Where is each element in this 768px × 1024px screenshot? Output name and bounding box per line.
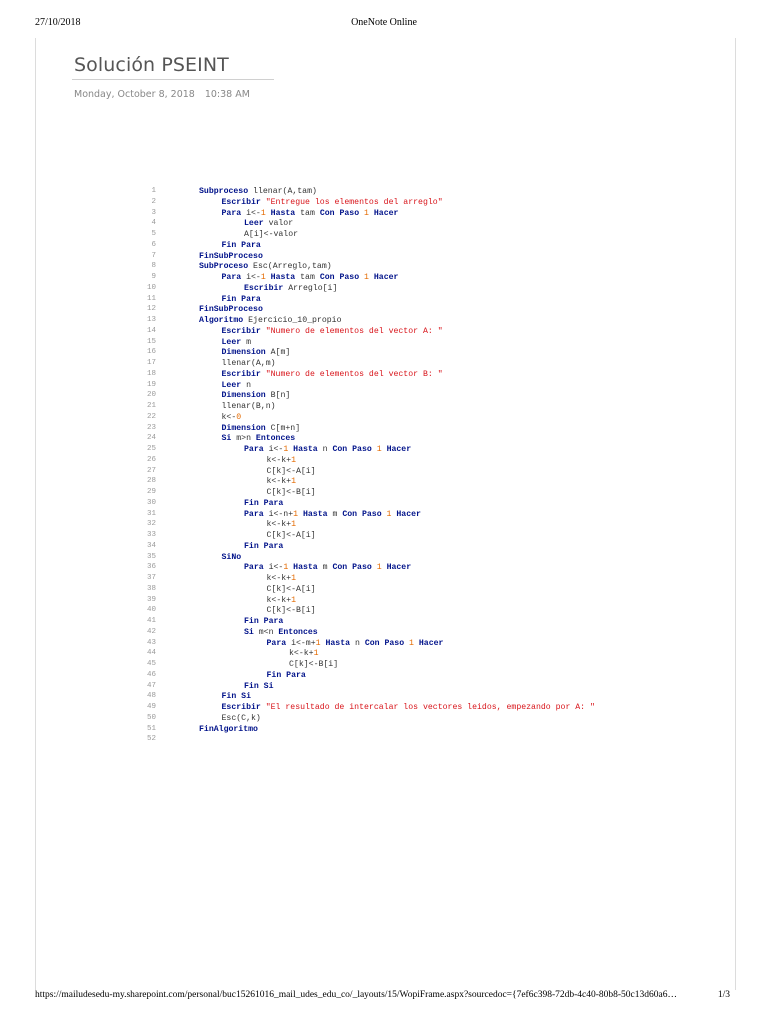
code-text	[222, 703, 595, 712]
code-token: Escribir	[221, 326, 261, 336]
code-token: Dimension	[221, 391, 266, 401]
code-token: SubProceso	[199, 262, 249, 272]
code-text	[267, 606, 316, 615]
code-line	[0, 219, 768, 230]
line-number: 5	[151, 230, 156, 238]
code-line	[0, 671, 768, 682]
code-token: valor	[263, 219, 294, 229]
code-line	[0, 692, 768, 703]
code-token: 1	[283, 563, 289, 573]
print-header	[0, 17, 768, 31]
code-line	[0, 520, 768, 531]
code-line	[0, 241, 768, 252]
code-token: Para	[221, 208, 242, 218]
code-token: Entonces	[255, 434, 296, 444]
code-token: Dimension	[221, 348, 266, 358]
code-token: Para	[221, 273, 242, 282]
code-token: 1	[260, 273, 266, 282]
code-token: i<-	[241, 273, 261, 282]
code-text	[222, 241, 261, 250]
note-timestamp	[74, 89, 250, 100]
code-token: Escribir	[221, 703, 261, 712]
code-token: i<-m+	[286, 638, 316, 648]
code-token: 1	[364, 273, 369, 282]
line-number: 47	[146, 681, 156, 690]
code-line	[0, 198, 768, 209]
code-token: m	[327, 509, 343, 519]
code-line	[0, 585, 768, 596]
code-text	[222, 295, 261, 304]
line-number: 7	[151, 251, 156, 260]
line-number: 13	[146, 316, 156, 324]
line-number: 21	[146, 402, 156, 410]
code-line	[0, 542, 768, 553]
code-token: m	[317, 563, 333, 573]
code-line	[0, 499, 768, 510]
code-token: 1	[409, 638, 414, 648]
code-token: Para	[244, 563, 264, 573]
code-token: k<-k+	[266, 574, 292, 583]
line-number: 26	[146, 455, 156, 464]
code-line	[0, 467, 768, 478]
code-text	[244, 628, 318, 637]
code-line	[0, 316, 768, 327]
code-token: Arreglo[i]	[283, 283, 338, 293]
code-token: i<-	[241, 208, 261, 218]
code-text	[244, 617, 283, 626]
line-number: 45	[146, 660, 156, 668]
code-token: Si	[244, 627, 254, 637]
code-line	[0, 725, 768, 736]
code-text	[222, 381, 251, 390]
code-token: Fin Para	[221, 294, 261, 304]
code-text	[244, 682, 273, 691]
code-text	[222, 434, 296, 443]
code-line	[0, 284, 768, 295]
code-token: n	[350, 638, 365, 648]
code-token: Algoritmo	[199, 316, 244, 325]
code-token: 1	[313, 649, 319, 659]
code-line	[0, 338, 768, 349]
code-text	[222, 359, 276, 368]
line-number: 8	[151, 262, 156, 271]
line-number: 32	[146, 520, 156, 529]
line-number: 10	[146, 283, 156, 292]
code-token: i<-	[263, 563, 284, 573]
code-line	[0, 391, 768, 402]
code-token: C[m+n]	[265, 423, 301, 433]
code-token: 1	[376, 563, 382, 573]
code-token: Para	[266, 638, 287, 648]
code-line	[0, 628, 768, 639]
code-text	[244, 284, 337, 293]
code-line	[0, 660, 768, 671]
line-number: 4	[151, 219, 156, 228]
code-text	[267, 456, 297, 465]
code-text	[289, 660, 338, 669]
code-line	[0, 596, 768, 607]
line-number: 11	[146, 294, 156, 303]
code-text	[267, 585, 316, 594]
code-token: llenar(A,tam)	[248, 187, 317, 196]
code-line	[0, 510, 768, 521]
code-text	[199, 725, 258, 734]
code-token: i<-	[263, 445, 284, 454]
code-text	[222, 402, 276, 411]
code-line	[0, 209, 768, 220]
code-token: m<n	[253, 627, 279, 637]
note-date: Monday, October 8, 2018	[74, 89, 195, 100]
code-token: Fin Si	[221, 692, 251, 702]
code-text	[222, 198, 443, 207]
code-line	[0, 252, 768, 263]
code-line	[0, 488, 768, 499]
code-text	[199, 252, 263, 261]
code-token: 1	[291, 595, 296, 605]
code-token: n	[317, 445, 333, 454]
code-token: m	[241, 337, 251, 347]
code-token: FinSubProceso	[199, 251, 263, 261]
code-line	[0, 574, 768, 585]
line-number: 12	[146, 305, 156, 314]
code-text	[267, 596, 297, 605]
code-line	[0, 445, 768, 456]
code-token: n	[241, 380, 251, 390]
print-title: OneNote Online	[351, 17, 417, 28]
code-token: 1	[291, 574, 296, 583]
code-text	[267, 671, 306, 680]
line-number: 46	[146, 670, 156, 679]
code-token: "Numero de elementos del vector A: "	[265, 326, 443, 336]
code-line	[0, 477, 768, 488]
code-token: Fin Para	[244, 498, 284, 508]
code-token: Hacer	[386, 445, 412, 454]
code-text	[222, 391, 291, 400]
line-number: 2	[151, 197, 156, 206]
code-token: Ejercicio_10_propio	[243, 316, 342, 325]
note-time: 10:38 AM	[204, 89, 250, 100]
code-token: C[k]<-B[i]	[289, 660, 339, 669]
code-token: Escribir	[244, 283, 284, 293]
code-line	[0, 714, 768, 725]
code-token: B[n]	[265, 391, 291, 401]
code-line	[0, 305, 768, 316]
code-token: 1	[376, 445, 382, 454]
code-token: 1	[283, 445, 289, 454]
code-token: Hacer	[396, 509, 421, 519]
code-token: llenar(A,m)	[221, 359, 276, 368]
code-token: Fin Para	[266, 670, 306, 680]
code-token: C[k]<-B[i]	[266, 488, 316, 497]
code-token: Con Paso	[319, 208, 360, 218]
code-line	[0, 295, 768, 306]
line-number: 49	[146, 703, 156, 711]
line-number: 20	[146, 391, 156, 400]
code-token: Fin Si	[244, 681, 274, 691]
code-token: Esc(C,k)	[221, 713, 261, 723]
code-line	[0, 359, 768, 370]
line-number: 39	[146, 595, 156, 604]
code-text	[267, 531, 316, 540]
code-text	[244, 230, 298, 239]
code-token: k<-k+	[266, 477, 292, 487]
line-number: 36	[146, 563, 156, 572]
code-line	[0, 639, 768, 650]
code-token: 1	[293, 509, 299, 519]
line-number: 9	[151, 273, 156, 281]
code-token: k<-k+	[289, 649, 314, 659]
line-number: 40	[146, 606, 156, 615]
footer-page-number: 1/3	[717, 990, 730, 1000]
code-token: Hacer	[373, 273, 399, 282]
line-number: 19	[146, 380, 156, 389]
line-number: 16	[146, 348, 156, 357]
code-token: tam	[295, 208, 320, 218]
code-token: Hasta	[270, 208, 296, 218]
code-token: Subproceso	[199, 187, 249, 196]
code-line	[0, 735, 768, 746]
code-line	[0, 327, 768, 338]
line-number: 31	[146, 509, 156, 518]
code-token: 1	[386, 509, 392, 519]
code-line	[0, 348, 768, 359]
code-token: Para	[244, 445, 264, 454]
code-token: A[i]<-valor	[244, 230, 299, 239]
code-token: Con Paso	[319, 273, 360, 282]
code-token: 1	[291, 520, 296, 530]
code-text	[222, 370, 443, 379]
code-token: A[m]	[265, 348, 291, 358]
line-number: 37	[146, 574, 156, 582]
code-text	[222, 273, 399, 282]
code-token: FinAlgoritmo	[199, 724, 258, 734]
line-number: 51	[146, 724, 156, 733]
line-number: 1	[151, 187, 156, 195]
code-line	[0, 617, 768, 628]
code-token: "El resultado de intercalar los vectores leidos, empezando por A: "	[265, 703, 595, 712]
line-number: 44	[146, 649, 156, 658]
code-token: Hacer	[386, 563, 412, 573]
line-number: 6	[151, 240, 156, 249]
code-token: Esc(Arreglo,tam)	[248, 262, 332, 272]
code-text	[267, 639, 444, 648]
line-number: 33	[146, 531, 156, 539]
code-token: Leer	[221, 380, 242, 390]
code-token: Dimension	[221, 423, 266, 433]
print-footer	[0, 990, 768, 1004]
code-text	[267, 520, 297, 529]
code-token: Fin Para	[244, 541, 284, 551]
code-token: C[k]<-A[i]	[266, 584, 316, 594]
line-number: 52	[146, 735, 156, 744]
code-token: k<-k+	[266, 455, 292, 465]
footer-url: https://mailudesedu-my.sharepoint.com/personal/buc15261016_mail_udes_edu_co/_layouts/15/WopiFrame.aspx?sourcedoc={7ef6c398-72db-4c40-80b8-50c13d60a6…	[35, 990, 677, 1000]
code-text	[244, 219, 293, 228]
code-token: SiNo	[221, 552, 242, 562]
code-token: m>n	[231, 434, 256, 444]
line-number: 43	[146, 638, 156, 647]
code-token: "Numero de elementos del vector B: "	[265, 369, 443, 379]
page-title: Solución PSEINT	[74, 54, 229, 76]
line-number: 3	[151, 208, 156, 217]
code-token: Leer	[244, 219, 264, 229]
line-number: 22	[146, 412, 156, 421]
line-number: 28	[146, 477, 156, 486]
print-date: 27/10/2018	[35, 17, 81, 28]
code-text	[222, 424, 301, 433]
code-token: "Entregue los elementos del arreglo"	[265, 197, 443, 207]
code-token: 0	[236, 412, 242, 422]
code-token: Con Paso	[364, 638, 405, 648]
code-text	[244, 445, 411, 454]
code-text	[222, 327, 443, 336]
line-number: 41	[146, 617, 156, 625]
code-token: C[k]<-B[i]	[266, 606, 316, 616]
line-number: 50	[146, 713, 156, 722]
code-token: k<-k+	[266, 595, 292, 605]
code-token: k<-k+	[266, 520, 292, 530]
code-line	[0, 563, 768, 574]
code-line	[0, 649, 768, 660]
code-token: 1	[291, 477, 296, 487]
code-token: Con Paso	[332, 445, 372, 454]
code-text	[199, 305, 263, 314]
code-token: 1	[260, 208, 266, 218]
code-text	[267, 477, 297, 486]
line-number: 42	[146, 627, 156, 636]
code-token: 1	[291, 455, 296, 465]
code-line	[0, 606, 768, 617]
line-number: 34	[146, 541, 156, 550]
code-token: Entonces	[278, 627, 318, 637]
line-number: 24	[146, 434, 156, 443]
code-token: 1	[364, 208, 369, 218]
code-line	[0, 531, 768, 542]
line-number: 25	[146, 445, 156, 453]
code-line	[0, 370, 768, 381]
title-divider	[72, 79, 274, 80]
code-token: Hacer	[418, 638, 444, 648]
code-token: Fin Para	[244, 617, 284, 626]
code-line	[0, 456, 768, 467]
line-number: 15	[146, 337, 156, 346]
code-text	[222, 692, 251, 701]
code-token: Hasta	[302, 509, 328, 519]
code-token: C[k]<-A[i]	[266, 531, 316, 540]
code-text	[222, 714, 261, 723]
code-token: C[k]<-A[i]	[266, 466, 316, 476]
code-token: Con Paso	[342, 509, 382, 519]
code-token: Escribir	[221, 369, 261, 379]
code-line	[0, 553, 768, 564]
code-token: Fin Para	[221, 240, 261, 250]
code-text	[199, 262, 332, 271]
code-text	[222, 209, 399, 218]
line-number: 30	[146, 498, 156, 507]
line-number: 38	[146, 584, 156, 593]
code-line	[0, 230, 768, 241]
code-text	[199, 187, 317, 196]
line-number: 29	[146, 488, 156, 496]
code-token: Hasta	[293, 445, 318, 454]
line-number: 17	[146, 359, 156, 367]
code-line	[0, 413, 768, 424]
code-line	[0, 262, 768, 273]
code-token: Escribir	[221, 197, 261, 207]
code-token: Hasta	[293, 563, 318, 573]
code-token: FinSubProceso	[199, 305, 263, 315]
code-token: Con Paso	[332, 563, 372, 573]
code-token: Hasta	[270, 273, 296, 282]
code-token: 1	[315, 638, 321, 648]
code-line	[0, 682, 768, 693]
code-token: Para	[244, 509, 264, 519]
code-text	[244, 499, 283, 508]
code-text	[289, 649, 319, 658]
line-number: 14	[146, 326, 156, 335]
code-token: Leer	[221, 337, 242, 347]
code-text	[222, 338, 251, 347]
code-line	[0, 273, 768, 284]
code-line	[0, 402, 768, 413]
code-line	[0, 703, 768, 714]
code-text	[222, 413, 242, 422]
line-number: 18	[146, 369, 156, 378]
code-line	[0, 434, 768, 445]
code-text	[244, 510, 421, 519]
code-line	[0, 424, 768, 435]
code-token: Hasta	[325, 638, 351, 648]
code-text	[244, 563, 411, 572]
line-number: 35	[146, 552, 156, 561]
code-line	[0, 187, 768, 198]
code-text	[244, 542, 283, 551]
line-number: 48	[146, 692, 156, 701]
line-number: 27	[146, 466, 156, 475]
code-token: k<-	[221, 412, 237, 422]
code-text	[267, 467, 316, 476]
code-text	[222, 348, 291, 357]
code-text	[267, 574, 297, 583]
code-text	[199, 316, 342, 325]
code-token: Hacer	[373, 208, 399, 218]
code-token: llenar(B,n)	[221, 402, 276, 411]
code-token: tam	[295, 273, 320, 282]
line-number: 23	[146, 423, 156, 432]
code-text	[222, 553, 242, 562]
code-token: i<-n+	[263, 509, 294, 519]
code-line	[0, 381, 768, 392]
code-text	[267, 488, 316, 497]
code-token: Si	[221, 434, 232, 444]
